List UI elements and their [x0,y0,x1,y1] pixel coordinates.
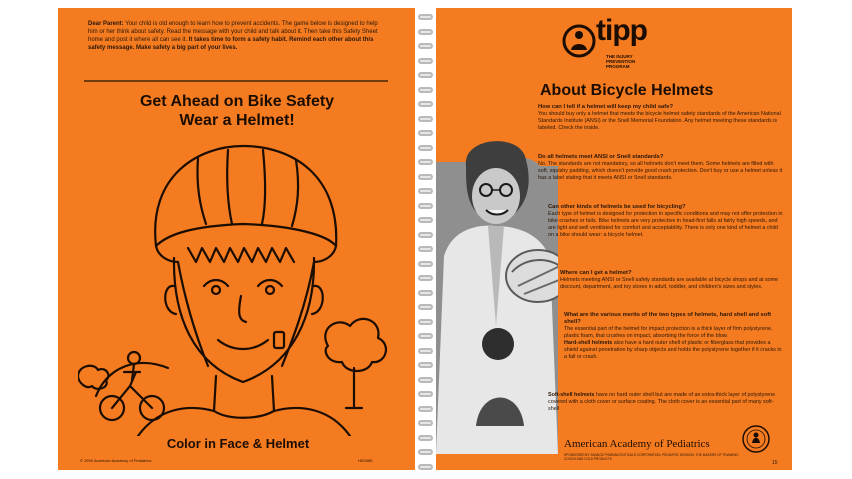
binding-coil [418,159,433,165]
binding-coil [418,377,433,383]
tipp-tagline-3: PROGRAM [606,64,630,69]
qa-4 [560,270,784,291]
tipp-emblem-icon [562,24,596,58]
binding-coil [418,319,433,325]
child-helmet-coloring-illustration [78,136,398,436]
qa-3 [548,204,784,239]
binding-coil [418,261,433,267]
answer-4: Helmets meeting ANSI or Snell safety standards are available at bicycle shops and at some discount, department, and toy stores in adult, toddler, and children's sizes and styles. [560,277,779,290]
coloring-caption: Color in Face & Helmet [166,436,310,451]
binding-coil [418,188,433,194]
answer-3: Each type of helmet is designed for protection in specific conditions and may not offer protection in bike crashes or falls. Bike helmets are very protective in head-first falls at fairly high speeds, and are light and well ventilated for comfort and acceptability. There is only one kind of helmet a child on a bike should wear: a bicycle helmet. [548,211,783,238]
headline-line-2: Wear a Helmet! [179,112,295,129]
parent-note-body: Your child is old enough to learn how to prevent accidents. The game below is designed to help him or her think about safety. Read the message with your child and talk about it. Then take this Safety Sheet home and post it where all can see it. [88,21,378,43]
binding-coil [418,203,433,209]
question-1: How can I tell if a helmet will keep my child safe? [538,104,673,110]
parent-note-lead: Dear Parent: [88,21,124,27]
question-4: Where can I get a helmet? [560,270,632,276]
tipp-tagline-2: PREVENTION [606,59,636,64]
tipp-logo [562,14,652,82]
binding-coil [418,87,433,93]
binding-coil [418,58,433,64]
hard-shell-label: Hard-shell helmets [564,340,613,346]
binding-coil [418,464,433,470]
binding-coil [418,333,433,339]
right-page [436,8,792,470]
binding-coil [418,101,433,107]
binding-coil [418,290,433,296]
left-page [58,8,415,470]
headline-line-1: Get Ahead on Bike Safety [139,93,335,110]
answer-2: No. The standards are not mandatory, so all helmets don't meet them. Some helmets are filled with soft, squishy padding, which doesn't provide good crash protection. Don't buy or use a helmet unless it has a label stating that it meets ANSI or Snell standards. [538,161,783,181]
soft-shell-text: have no hard outer shell but are made of an extra-thick layer of polystyrene covered with a cloth cover or surface coating. The cloth cover is an essential part of many soft-shell [548,392,776,412]
binding-coil [418,449,433,455]
sponsor-line: SPONSORED BY SANDOZ PHARMACEUTICALS CORPORATION, PEDIATRIC DIVISION, THE MAKERS OF TRIAMINIC COUGH AND COLD PRODUCTS [564,453,739,461]
copyright-text: © 1990 American Academy of Pediatrics [80,458,152,463]
binding-coil [418,174,433,180]
organization-name: American Academy of Pediatrics [564,438,710,450]
qa-5 [564,312,784,361]
parent-note [88,20,384,52]
qa-1 [538,104,784,132]
binding-coil [418,246,433,252]
binding-coil [418,275,433,281]
binding-coil [418,116,433,122]
answer-5: The essential part of the helmet for impact protection is a thick layer of firm polystyrene, plastic foam, that crushes on impact, absorbing the force of the blow. [564,326,773,339]
hard-shell-text: also have a hard outer shell of plastic or fiberglass that provides a shield against penetration by sharp objects and holds the polystyrene together if it cracks in a fall or crash. [564,340,782,360]
qa-6 [548,392,784,413]
binding-coil [418,435,433,441]
binding-coil [418,217,433,223]
binding-coil [418,420,433,426]
binding-coil [418,72,433,78]
divider [84,80,388,82]
binding-coil [418,406,433,412]
question-3: Can other kinds of helmets be used for bicycling? [548,204,686,210]
sheet-code: HE0085 [358,458,373,463]
binding-coil [418,14,433,20]
tipp-tagline-1: THE INJURY [606,54,633,59]
binding-coil [418,145,433,151]
tipp-logo-word: tipp [596,14,647,47]
binding-coil [418,348,433,354]
page-number: 15 [772,460,778,466]
soft-shell-label: Soft-shell helmets [548,392,595,398]
binding-coil [418,362,433,368]
binding-coil [418,304,433,310]
parent-note-emphasis: It takes time to form a safety habit. Remind each other about this safety message. Make safety a big part of your lives. [88,37,374,51]
answer-1: You should buy only a helmet that meets the bicycle helmet safety standards of the American National Standards Institute (ANSI) or the Snell Memorial Foundation. Any helmet meeting these standards is labeled. Check the inside. [538,111,781,131]
binding-coil [418,391,433,397]
binding-coil [418,43,433,49]
headline [78,92,396,130]
binding-coil [418,232,433,238]
qa-2 [538,154,784,182]
binding-coil [418,130,433,136]
page-title: About Bicycle Helmets [540,82,714,99]
aap-seal-icon [741,424,771,454]
question-2: Do all helmets meet ANSI or Snell standards? [538,154,664,160]
binding-coil [418,29,433,35]
question-5: What are the various merits of the two types of helmets, hard shell and soft shell? [564,312,772,325]
